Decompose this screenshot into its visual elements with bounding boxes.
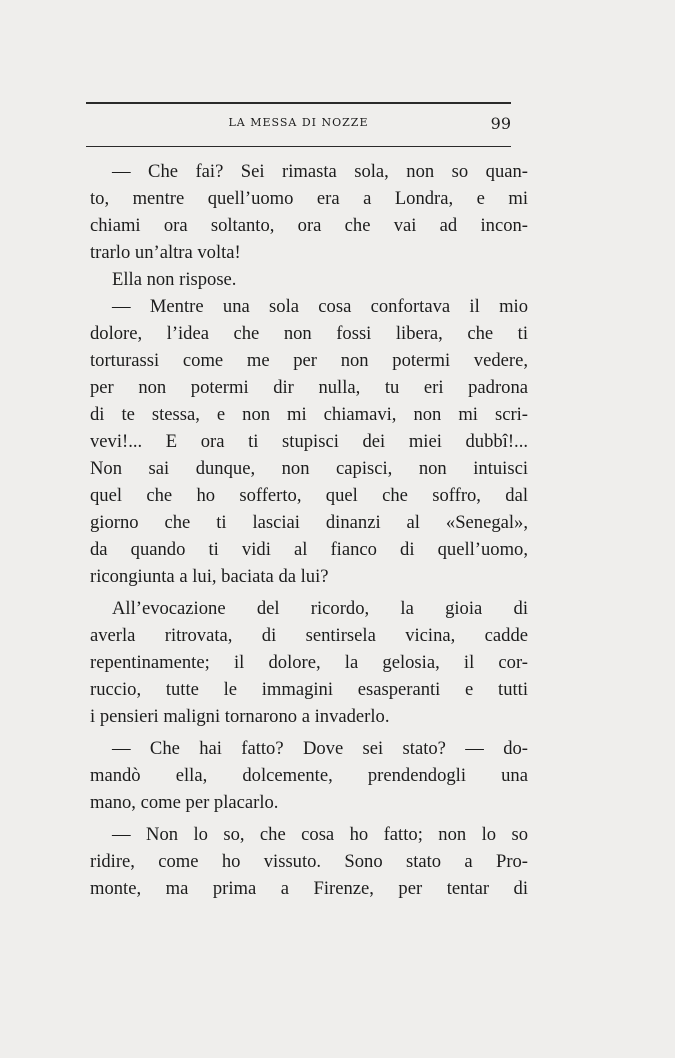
- text-line: da quando ti vidi al fianco di quell’uomo,: [90, 539, 528, 560]
- text-line: vevi!... E ora ti stupisci dei miei dubbî!...: [90, 431, 528, 452]
- paragraph: [90, 293, 528, 590]
- paragraph: [90, 595, 528, 730]
- text-line: All’evocazione del ricordo, la gioia di: [112, 598, 528, 619]
- text-line: to, mentre quell’uomo era a Londra, e mi: [90, 188, 528, 209]
- text-line: monte, ma prima a Firenze, per tentar di: [90, 878, 528, 899]
- text-line: ridire, come ho vissuto. Sono stato a Pro-: [90, 851, 528, 872]
- text-line: — Che hai fatto? Dove sei stato? — do-: [112, 738, 528, 759]
- text-line: quel che ho sofferto, quel che soffro, dal: [90, 485, 528, 506]
- running-head: [86, 114, 511, 136]
- body-text: [90, 158, 528, 902]
- text-line: chiami ora soltanto, ora che vai ad incon-: [90, 215, 528, 236]
- text-line: Non sai dunque, non capisci, non intuisci: [90, 458, 528, 479]
- text-line: ricongiunta a lui, baciata da lui?: [90, 566, 329, 587]
- text-line: dolore, l’idea che non fossi libera, che ti: [90, 323, 528, 344]
- text-line: — Non lo so, che cosa ho fatto; non lo so: [112, 824, 528, 845]
- text-line: — Mentre una sola cosa confortava il mio: [112, 296, 528, 317]
- text-line: torturassi come me per non potermi vedere,: [90, 350, 528, 371]
- text-line: i pensieri maligni tornarono a invaderlo.: [90, 706, 390, 727]
- paragraph: [90, 735, 528, 816]
- text-line: mandò ella, dolcemente, prendendogli una: [90, 765, 528, 786]
- text-line: giorno che ti lasciai dinanzi al «Senegal»,: [90, 512, 528, 533]
- paragraph: [90, 266, 528, 293]
- header-top-rule: [86, 102, 511, 104]
- page-number: 99: [490, 114, 511, 133]
- text-line: averla ritrovata, di sentirsela vicina, cadde: [90, 625, 528, 646]
- paragraph: [90, 158, 528, 266]
- text-line: mano, come per placarlo.: [90, 792, 279, 813]
- text-line: repentinamente; il dolore, la gelosia, il cor-: [90, 652, 528, 673]
- text-line: Ella non rispose.: [112, 269, 237, 290]
- text-line: ruccio, tutte le immagini esasperanti e tutti: [90, 679, 528, 700]
- text-line: di te stessa, e non mi chiamavi, non mi scri-: [90, 404, 528, 425]
- paragraph: [90, 821, 528, 902]
- text-line: per non potermi dir nulla, tu eri padrona: [90, 377, 528, 398]
- text-line: trarlo un’altra volta!: [90, 242, 241, 263]
- running-title: LA MESSA DI NOZZE: [228, 116, 369, 129]
- header-bottom-rule: [86, 146, 511, 147]
- text-line: — Che fai? Sei rimasta sola, non so quan-: [112, 161, 528, 182]
